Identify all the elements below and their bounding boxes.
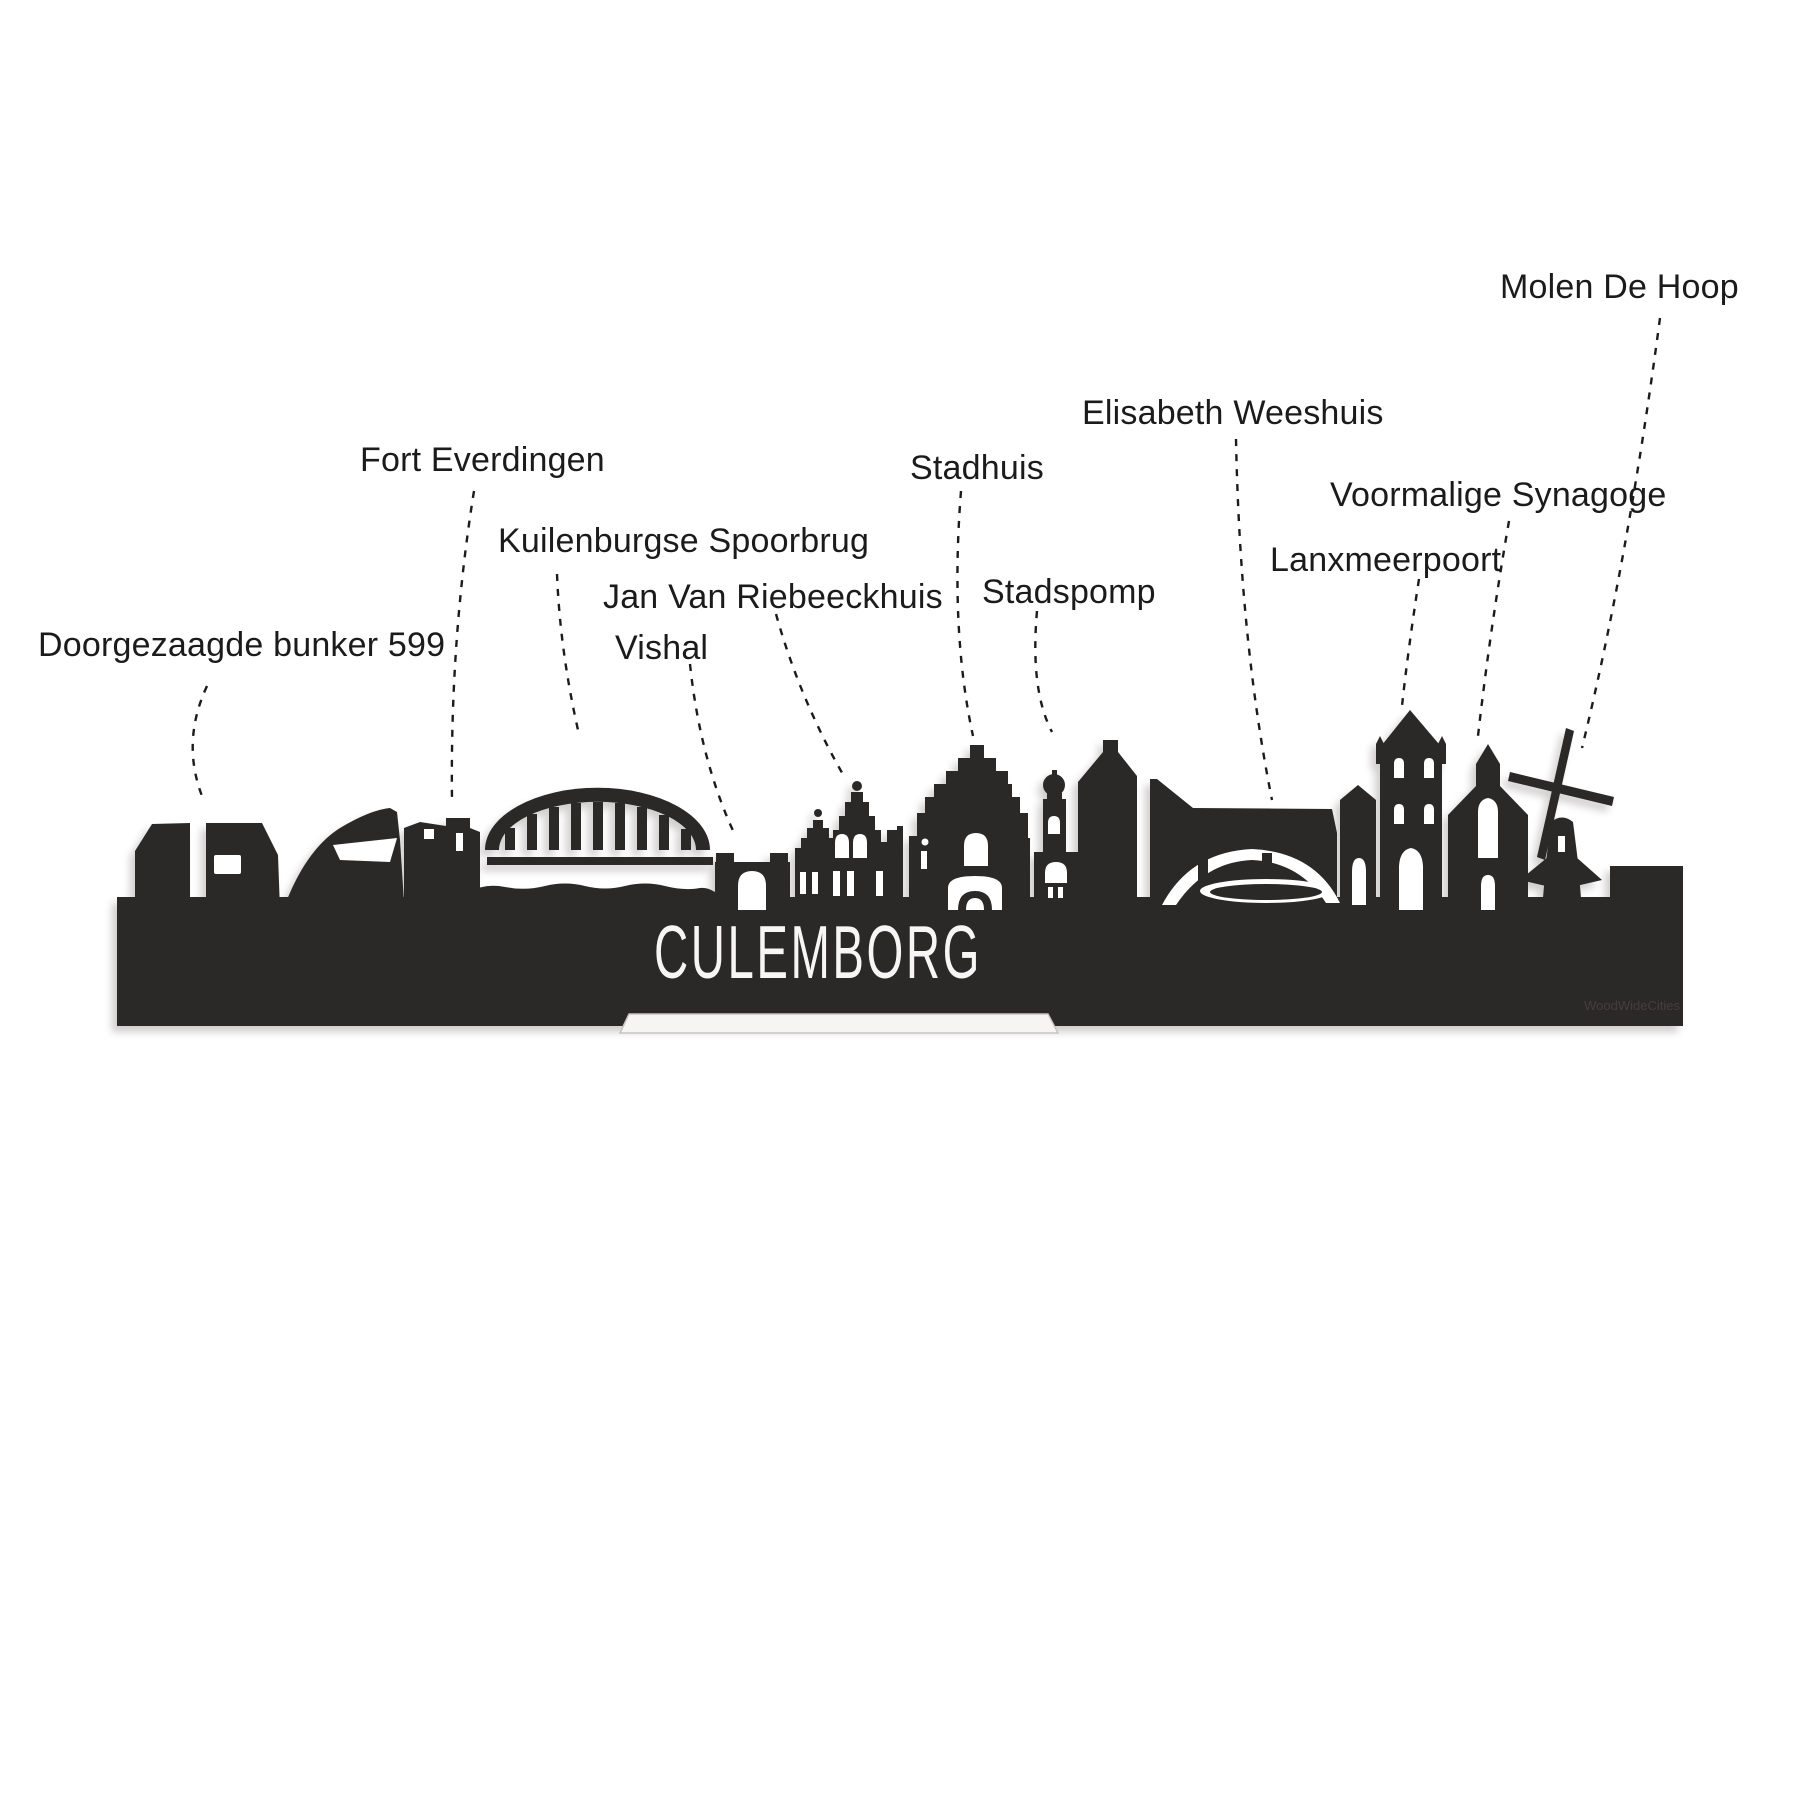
landmark-label-voormalige-synagoge: Voormalige Synagoge	[1330, 476, 1667, 514]
vishal-silhouette	[715, 853, 790, 910]
landmark-label-kuilenburgse-spoorbrug: Kuilenburgse Spoorbrug	[498, 522, 870, 560]
spoorbrug-silhouette	[470, 788, 715, 910]
leader-line-fort-everdingen	[452, 491, 474, 800]
lanxmeerpoort-silhouette	[1340, 710, 1446, 910]
right-wall-silhouette	[1610, 866, 1683, 916]
city-name-cutout: CULEMBORG	[654, 910, 982, 994]
fort-everdingen-silhouette	[283, 808, 480, 910]
landmark-label-jan-van-riebeeckhuis: Jan Van Riebeeckhuis	[603, 578, 943, 616]
skyline-silhouette	[117, 710, 1683, 1026]
bunker-599-silhouette	[135, 823, 280, 910]
leader-line-vishal	[690, 664, 735, 835]
display-stand	[620, 1014, 1058, 1033]
gable-house-silhouette	[1078, 740, 1137, 910]
landmark-label-stadspomp: Stadspomp	[982, 573, 1156, 611]
leader-line-voormalige-synagoge	[1478, 521, 1509, 736]
riebeeckhuis-silhouette	[795, 781, 903, 910]
landmark-label-molen-de-hoop: Molen De Hoop	[1500, 268, 1739, 306]
weeshuis-silhouette	[1150, 779, 1340, 910]
leader-line-jan-van-riebeeckhuis	[776, 614, 845, 778]
landmark-label-fort-everdingen: Fort Everdingen	[360, 441, 605, 479]
brand-watermark: WoodWideCities	[1584, 998, 1680, 1013]
landmark-label-vishal: Vishal	[615, 629, 709, 667]
leader-line-kuilenburgse-spoorbrug	[557, 574, 578, 730]
stadspomp-silhouette	[1034, 770, 1078, 910]
stadhuis-silhouette	[909, 745, 1030, 910]
leader-line-molen-de-hoop	[1582, 318, 1660, 748]
landmark-label-stadhuis: Stadhuis	[910, 449, 1044, 487]
landmark-label-doorgezaagde-bunker-599: Doorgezaagde bunker 599	[38, 626, 446, 664]
synagoge-silhouette	[1448, 744, 1528, 910]
leader-line-lanxmeerpoort	[1402, 579, 1419, 706]
leader-line-stadhuis	[957, 491, 973, 736]
leader-line-doorgezaagde-bunker-599	[193, 686, 207, 801]
landmark-label-lanxmeerpoort: Lanxmeerpoort	[1270, 541, 1502, 579]
landmark-label-elisabeth-weeshuis: Elisabeth Weeshuis	[1082, 394, 1384, 432]
leader-line-elisabeth-weeshuis	[1236, 439, 1272, 800]
leader-line-stadspomp	[1035, 611, 1052, 732]
